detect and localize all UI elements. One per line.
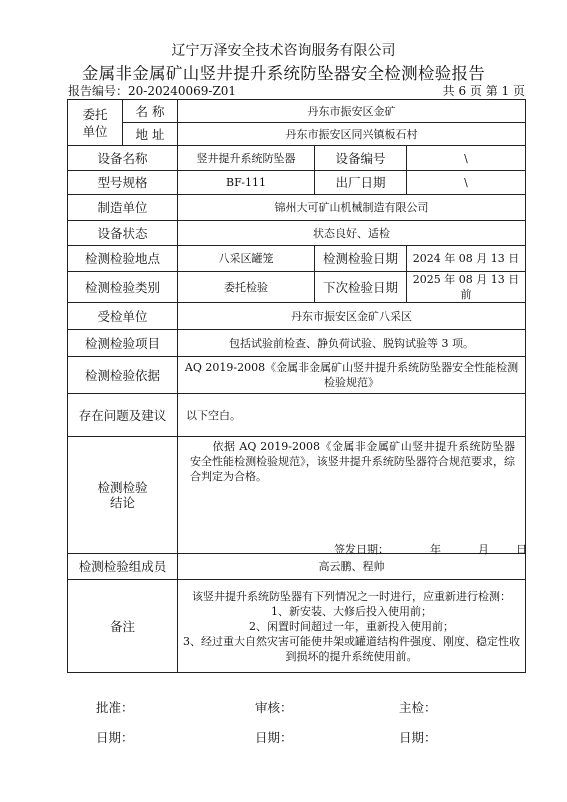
- remarks-label: 备注: [68, 580, 178, 673]
- unit-value: 丹东市振安区金矿八采区: [178, 303, 526, 330]
- client-name-value: 丹东市振安区金矿: [178, 100, 526, 123]
- basis-label: 检测检验依据: [68, 357, 178, 394]
- device-code-label: 设备编号: [315, 146, 407, 171]
- conclusion-cell: 依据 AQ 2019-2008《金属非金属矿山竖井提升系统防坠器安全性能检测检验规范》，该竖井提升系统防坠器符合规范要求，综合判定为合格。 签发日期： 年 月 日: [178, 437, 526, 554]
- place-value: 八采区罐笼: [178, 246, 315, 272]
- status-label: 设备状态: [68, 221, 178, 246]
- category-value: 委托检验: [178, 272, 315, 303]
- basis-value: AQ 2019-2008《金属非金属矿山竖井提升系统防坠器安全性能检测检验规范》: [178, 357, 526, 394]
- client-group-label: 委托单位: [68, 100, 123, 146]
- device-name-value: 竖井提升系统防坠器: [178, 146, 315, 171]
- report-number: 报告编号：20-20240069-Z01: [68, 84, 237, 98]
- inspection-date-value: 2024 年 08 月 13 日: [407, 246, 526, 272]
- members-label: 检测检验组成员: [68, 554, 178, 580]
- factory-date-label: 出厂日期: [315, 171, 407, 195]
- page-info: 共 6 页 第 1 页: [442, 84, 525, 98]
- inspector-date-label: 日期：: [399, 730, 437, 745]
- client-address-value: 丹东市振安区同兴镇板石村: [178, 123, 526, 146]
- device-code-value: \: [407, 146, 526, 171]
- approve-label: 批准：: [96, 700, 134, 715]
- conclusion-label: 检测检验 结论: [68, 437, 178, 554]
- items-value: 包括试验前检查、静负荷试验、脱钩试验等 3 项。: [178, 330, 526, 357]
- review-date-label: 日期：: [255, 730, 293, 745]
- maker-value: 锦州大可矿山机械制造有限公司: [178, 195, 526, 221]
- client-address-label: 地 址: [123, 123, 178, 146]
- factory-date-value: \: [407, 171, 526, 195]
- inspector-label: 主检：: [399, 700, 437, 715]
- conclusion-text: 依据 AQ 2019-2008《金属非金属矿山竖井提升系统防坠器安全性能检测检验规范》，该竖井提升系统防坠器符合规范要求，综合判定为合格。: [190, 440, 516, 483]
- inspection-date-label: 检测检验日期: [315, 246, 407, 272]
- category-label: 检测检验类别: [68, 272, 178, 303]
- members-value: 高云鹏、程帅: [178, 554, 526, 580]
- issues-value: 以下空白。: [178, 394, 526, 437]
- unit-label: 受检单位: [68, 303, 178, 330]
- report-title: 金属非金属矿山竖井提升系统防坠器安全检测检验报告: [81, 64, 486, 83]
- next-date-label: 下次检验日期: [315, 272, 407, 303]
- company-name: 辽宁万泽安全技术咨询服务有限公司: [171, 43, 396, 59]
- remarks-value: 该竖井提升系统防坠器有下列情况之一时进行，应重新进行检测： 1、新安装、大修后投入使用前； 2、闲置时间超过一年，重新投入使用前； 3、经过重大自然灾害可能使井架或罐道结构件强度、刚度、稳定性收到损坏的提升系统使用前。: [178, 580, 526, 673]
- maker-label: 制造单位: [68, 195, 178, 221]
- next-date-value: 2025 年 08 月 13 日前: [407, 272, 526, 303]
- report-table: [67, 99, 526, 673]
- items-label: 检测检验项目: [68, 330, 178, 357]
- model-label: 型号规格: [68, 171, 178, 195]
- approve-date-label: 日期：: [96, 730, 134, 745]
- device-name-label: 设备名称: [68, 146, 178, 171]
- review-label: 审核：: [255, 700, 293, 715]
- model-value: BF-111: [178, 171, 315, 195]
- client-name-label: 名 称: [123, 100, 178, 123]
- issues-label: 存在问题及建议: [68, 394, 178, 437]
- place-label: 检测检验地点: [68, 246, 178, 272]
- status-value: 状态良好、适检: [178, 221, 526, 246]
